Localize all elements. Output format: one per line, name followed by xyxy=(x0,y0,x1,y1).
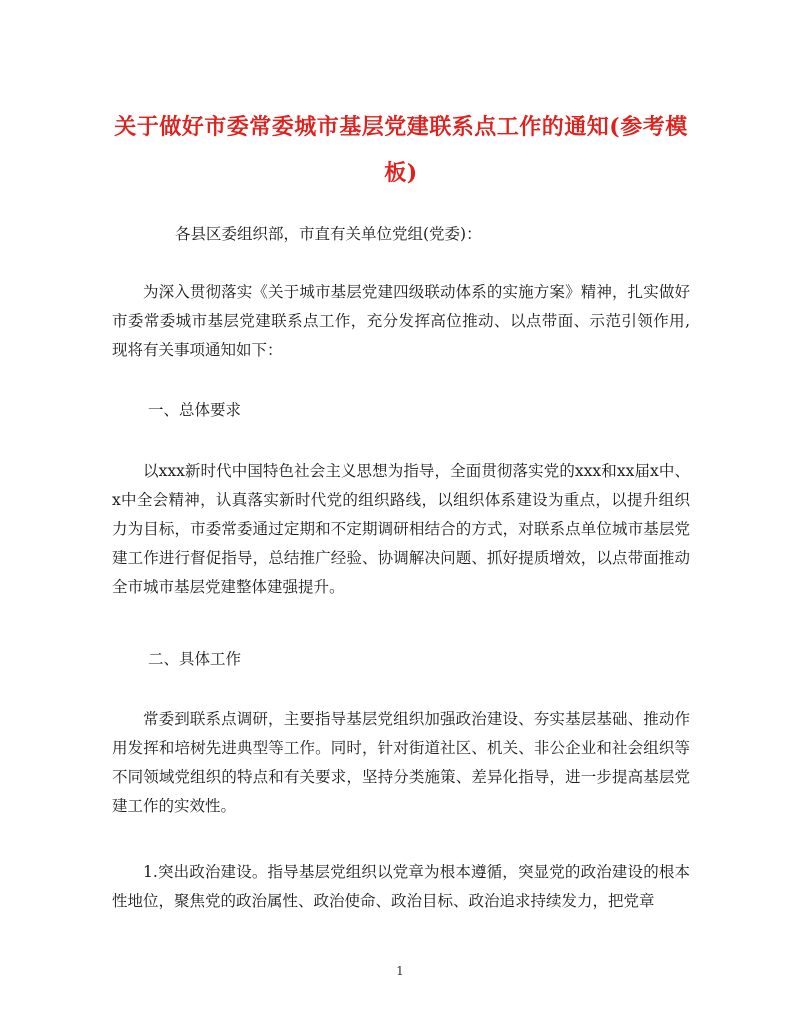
salutation: 各县区委组织部，市直有关单位党组(党委)： xyxy=(175,225,482,243)
item-political-construction: 1.突出政治建设。指导基层党组织以党章为根本遵循，突显党的政治建设的根本性地位，聚焦党的政治属性、政治使命、政治目标、政治追求持续发力，把党章 xyxy=(112,863,690,910)
section-specific-work-body: 常委到联系点调研，主要指导基层党组织加强政治建设、夯实基层基础、推动作用发挥和培树先进典型等工作。同时，针对街道社区、机关、非公企业和社会组织等不同领域党组织的特点和有关要求，坚持分类施策、差异化指导，进一步提高基层党建工作的实效性。 xyxy=(112,710,690,815)
document-title: 关于做好市委常委城市基层党建联系点工作的通知(参考模板) xyxy=(114,114,688,186)
section-general-requirements-body: 以xxx新时代中国特色社会主义思想为指导，全面贯彻落实党的xxx和xx届x中、x中全会精神，认真落实新时代党的组织路线，以组织体系建设为重点，以提升组织力为目标，市委常委通过定期和不定期调研相结合的方式，对联系点单位城市基层党建工作进行督促指导，总结推广经验、协调解决问题、抓好提质增效，以点带面推动全市城市基层党建整体建强提升。 xyxy=(112,462,690,596)
intro-paragraph: 为深入贯彻落实《关于城市基层党建四级联动体系的实施方案》精神，扎实做好市委常委城市基层党建联系点工作，充分发挥高位推动、以点带面、示范引领作用,现将有关事项通知如下： xyxy=(112,283,690,359)
section-heading-general-requirements: 一、总体要求 xyxy=(148,401,242,419)
section-heading-specific-work: 二、具体工作 xyxy=(148,650,242,668)
page-number: 1 xyxy=(396,964,404,978)
